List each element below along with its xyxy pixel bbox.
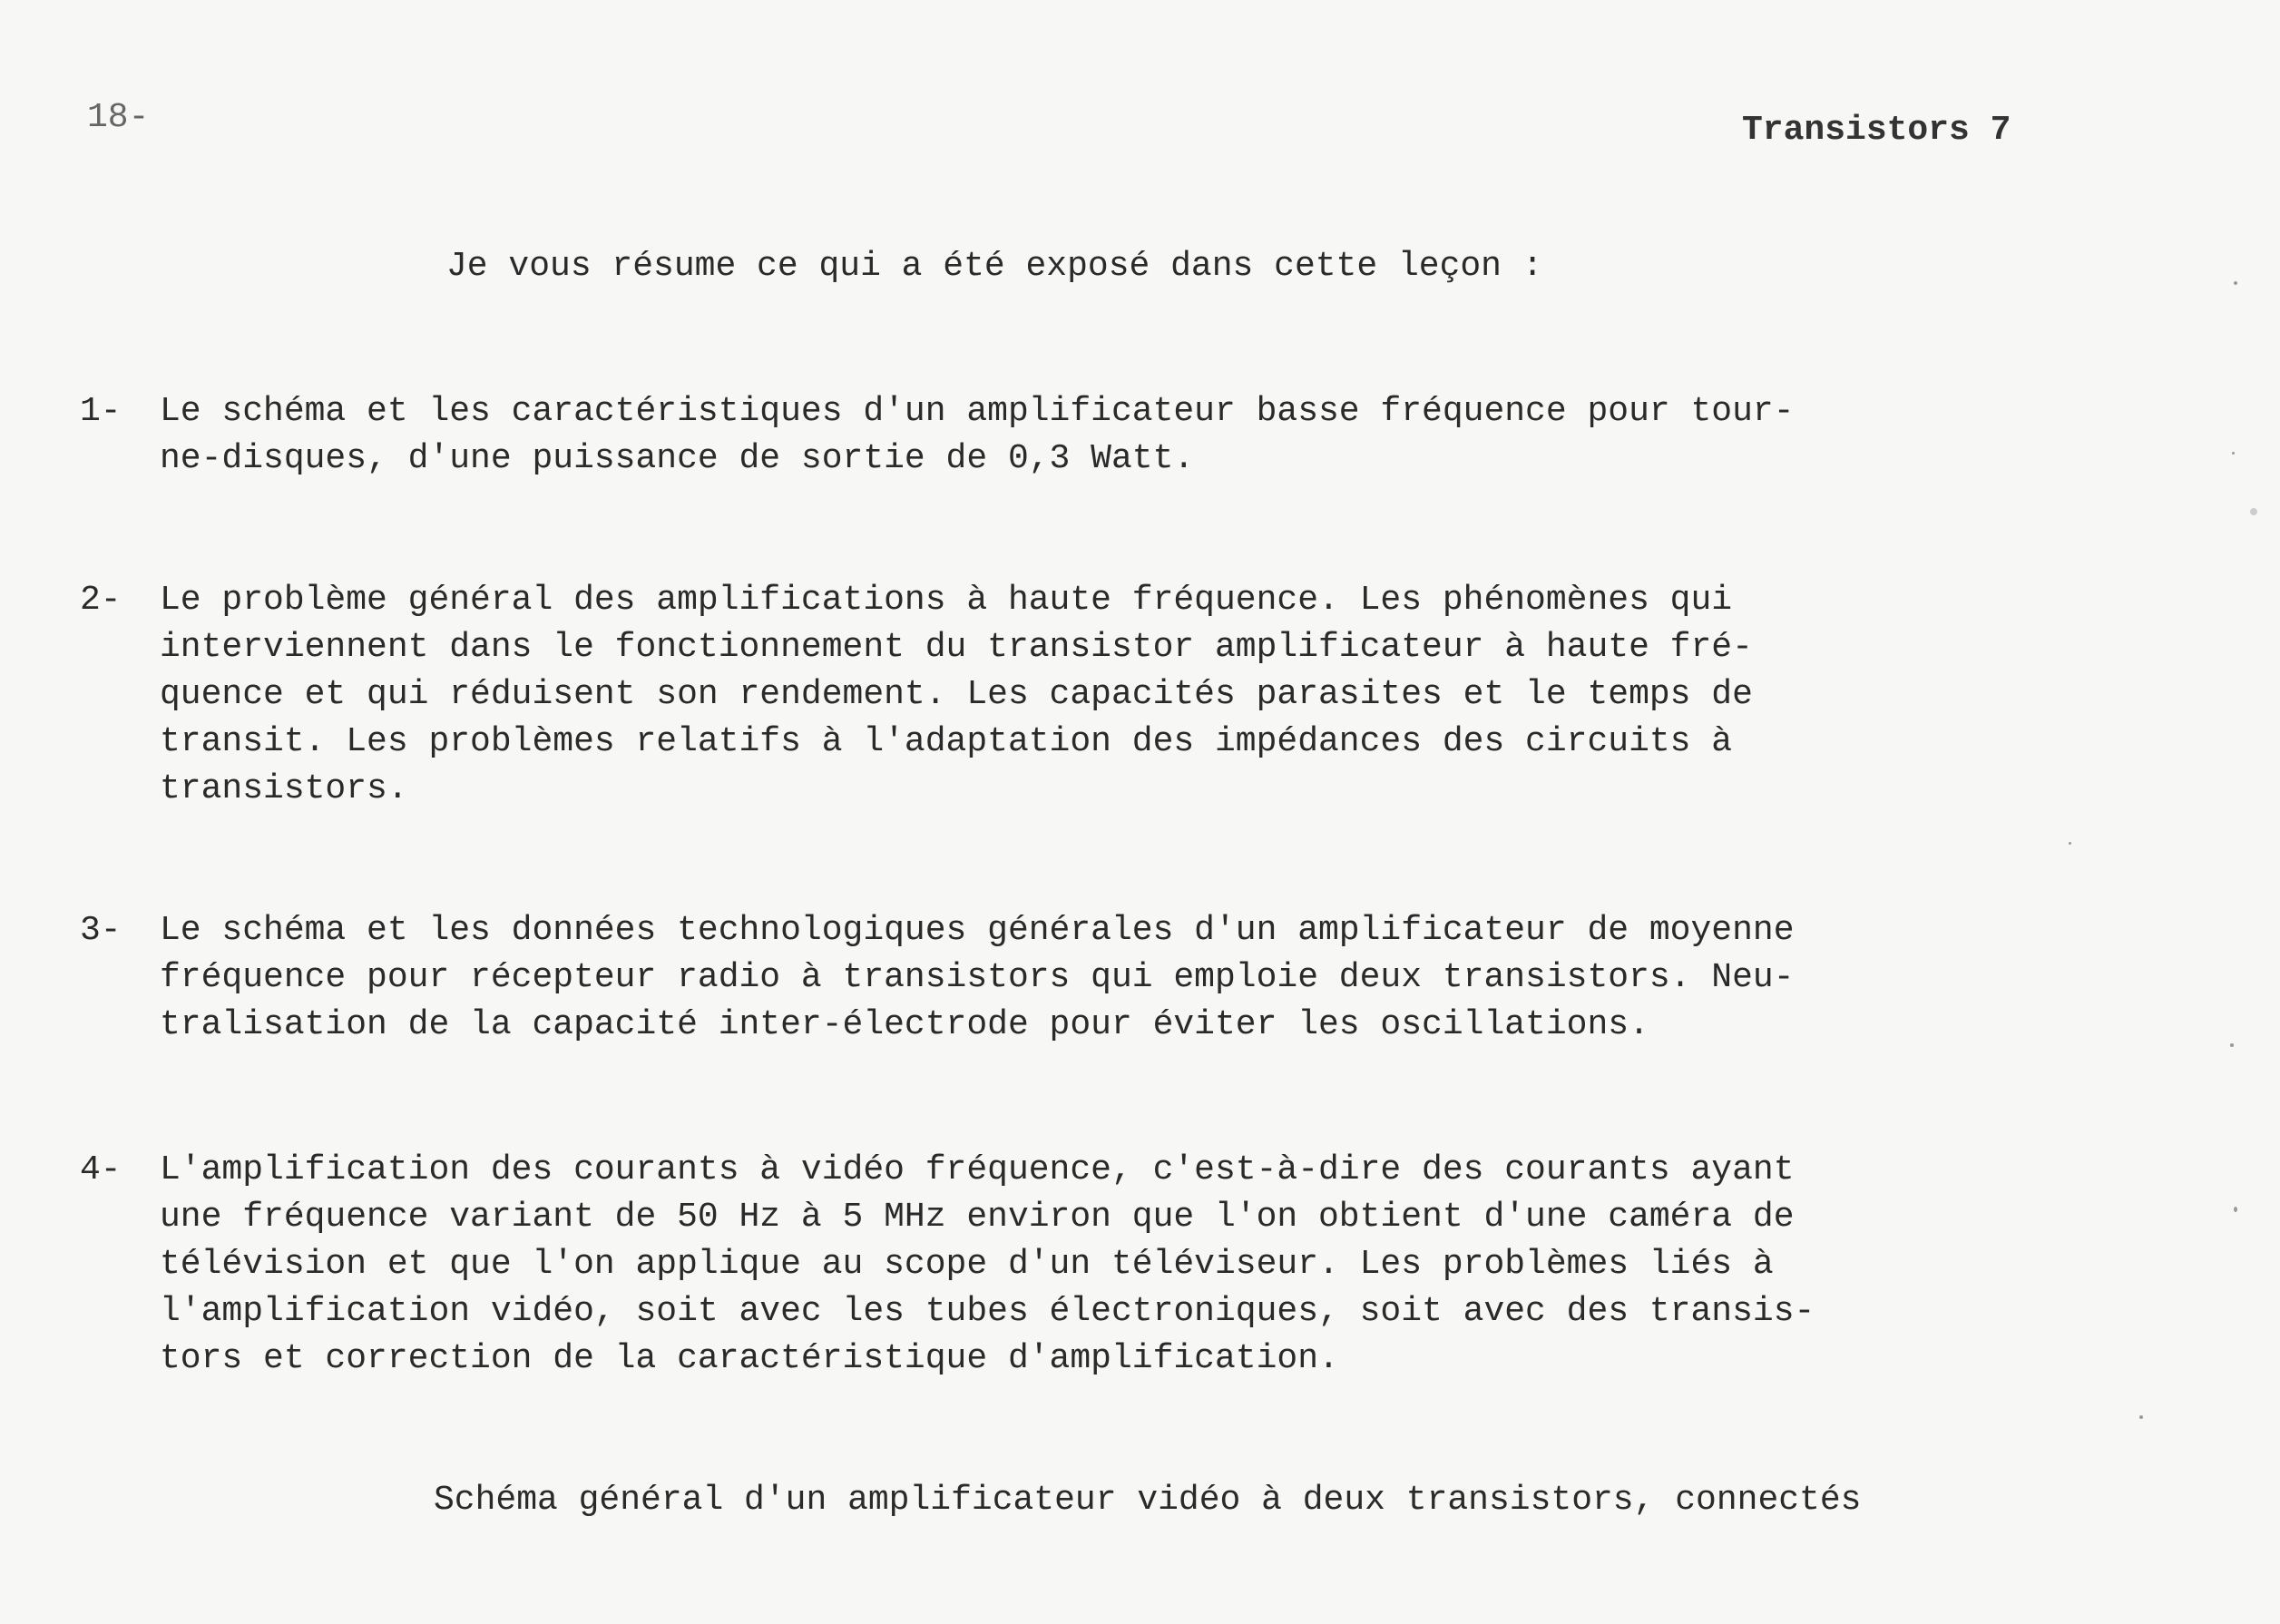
item-number: 1- — [80, 392, 122, 431]
summary-item-3 — [80, 907, 2076, 1049]
summary-item-4 — [80, 1147, 2076, 1383]
scan-speck — [2232, 452, 2235, 455]
scan-speck — [2250, 508, 2257, 515]
item-text: Le schéma et les caractéristiques d'un amplificateur basse fréquence pour tour- ne-disques, d'une puissance de sortie de 0,3 Watt. — [160, 392, 1795, 478]
scan-speck — [2234, 281, 2237, 285]
scan-speck — [2234, 1207, 2237, 1212]
scan-speck — [2069, 842, 2071, 845]
intro-paragraph: Je vous résume ce qui a été exposé dans cette leçon : — [446, 247, 1543, 286]
item-text: L'amplification des courants à vidéo fréquence, c'est-à-dire des courants ayant une fréquence variant de 50 Hz à 5 MHz environ que l'on obtient d'une caméra de télévision et que l'on applique au scope d'un téléviseur. Les problèmes liés à l'amplification vidéo, soit avec les tubes électroniques, soit avec des transis- tors et correction de la caractéristique d'amplification. — [160, 1150, 1815, 1378]
item-text: Le problème général des amplifications à haute fréquence. Les phénomènes qui interviennent dans le fonctionnement du transistor amplificateur à haute fré- quence et qui réduisent son rendement. Les capacités parasites et le temps de transit. Les problèmes relatifs à l'adaptation des impédances des circuits à transistors. — [160, 581, 1753, 808]
item-number: 3- — [80, 911, 122, 950]
scan-speck — [2139, 1415, 2143, 1419]
scan-speck — [2230, 1043, 2234, 1047]
page-number: 18- — [87, 98, 150, 137]
summary-item-2 — [80, 577, 2076, 813]
item-number: 2- — [80, 581, 122, 620]
section-header: Transistors 7 — [1742, 111, 2011, 150]
item-number: 4- — [80, 1150, 122, 1189]
item-text: Le schéma et les données technologiques générales d'un amplificateur de moyenne fréquence pour récepteur radio à transistors qui emploie deux transistors. Neu- tralisation de la capacité inter-électrode pour éviter les oscillations. — [160, 911, 1795, 1044]
summary-item-1 — [80, 388, 2076, 483]
caption-text: Schéma général d'un amplificateur vidéo à deux transistors, connectés — [434, 1481, 1862, 1520]
